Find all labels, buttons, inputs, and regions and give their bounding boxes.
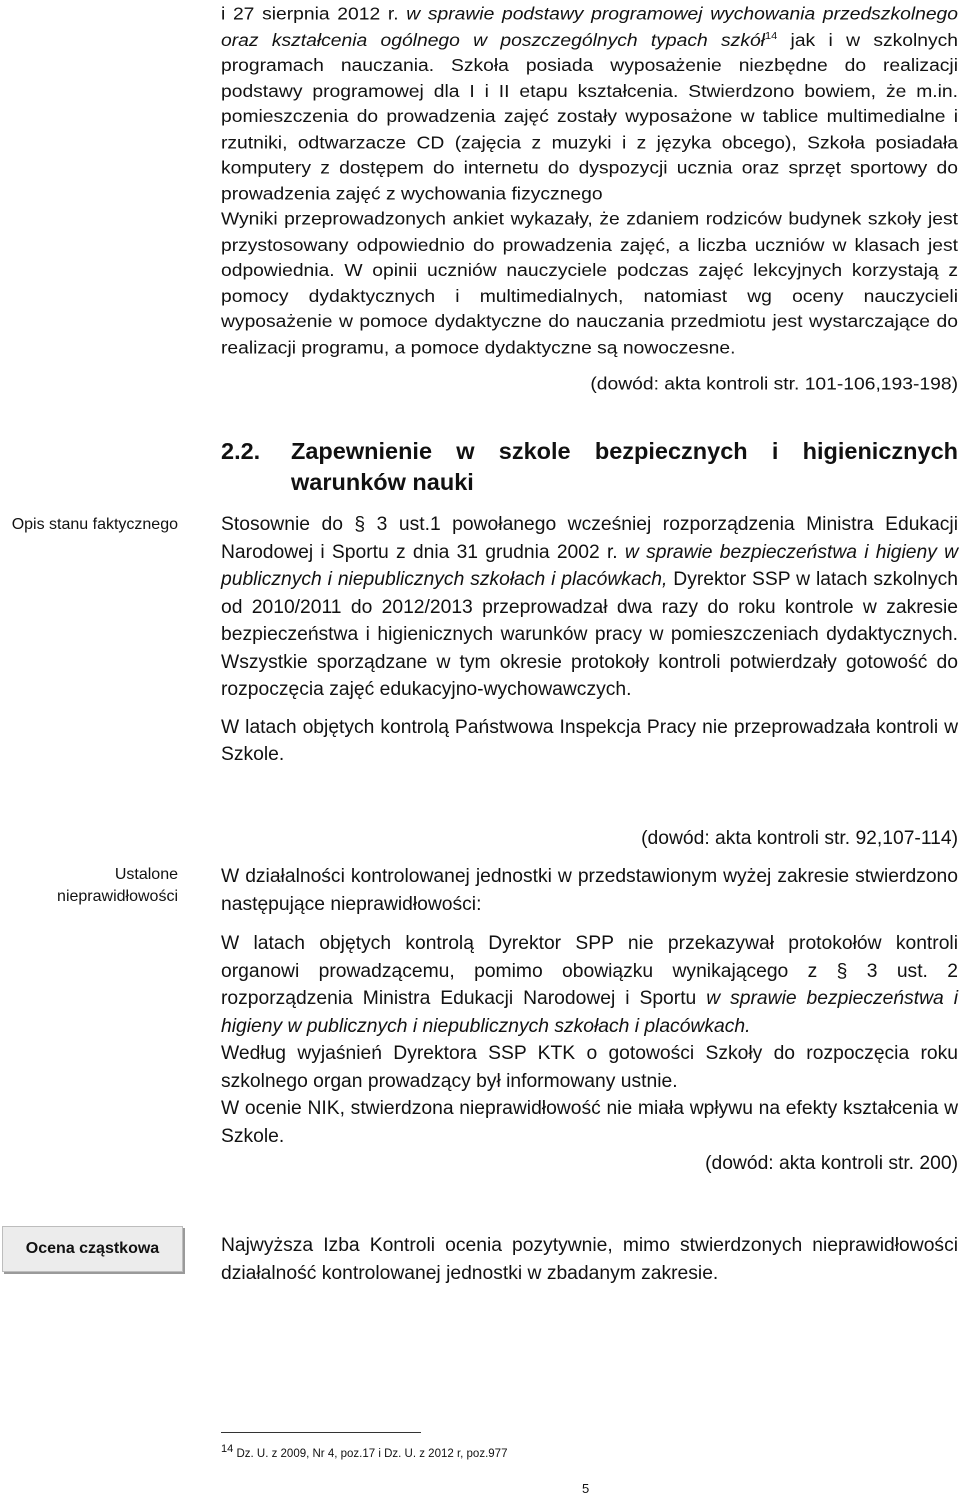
side-label-opis: Opis stanu faktycznego [11,516,178,533]
text-segment: Stosownie do § 3 ust.1 powołanego wcześniej rozporządzenia Ministra Edukacji Narodowej i Sportu z dnia 31 grudnia 2002 r. [221,514,958,563]
paragraph: Najwyższa Izba Kontroli ocenia pozytywnie, mimo stwierdzonych nieprawidłowości działalność kontrolowanej jednostki w zbadanym zakresie. [221,1235,958,1284]
footnote-number: 14 [221,1443,234,1456]
section-number: 2.2. [221,438,261,464]
text-segment: Dyrektor SSP w latach szkolnych od 2010/2011 do 2012/2013 przeprowadzał dwa razy do roku kontrole w zakresie bezpieczeństwa i higienicznych warunków pracy w pomieszczeniach dydaktycznych. Wszystkie sporządzane w tym okresie protokoły kontroli potwierdzały gotowość do rozpoczęcia zajęć edukacyjno-wychowawczych. [221,569,958,700]
text-segment: W latach objętych kontrolą Dyrektor SPP nie przekazywał protokołów kontroli organowi prowadzącemu, pomimo obowiązku wynikającego z § 3 ust. 2 rozporządzenia Ministra Edukacji Narodowej i Sportu [221,933,958,1009]
footnote-text: Dz. U. z 2009, Nr 4, poz.17 i Dz. U. z 2012 r, poz.977 [233,1448,508,1460]
evidence-reference: (dowód: akta kontroli str. 200) [705,1153,958,1174]
intro-text-block [221,2,958,398]
safety-text-block [221,511,958,769]
evidence-reference: (dowód: akta kontroli str. 101-106,193-198) [590,374,958,395]
section-title: Zapewnienie w szkole bezpiecznych i higienicznych warunków nauki [291,438,958,495]
paragraph: W latach objętych kontrolą Państwowa Inspekcja Pracy nie przeprowadzała kontroli w Szkole. [221,716,958,765]
paragraph: W działalności kontrolowanej jednostki w przedstawionym wyżej zakresie stwierdzono następujące nieprawidłowości: [221,866,958,915]
paragraph: Wyniki przeprowadzonych ankiet wykazały, że zdaniem rodziców budynek szkoły jest przystosowany odpowiednio do prowadzenia zajęć, a liczba uczniów w klasach jest odpowiednia. W opinii uczniów nauczyciele podczas zajęć lekcyjnych korzystają z pomocy dydaktycznych i multimedialnych, natomiast wg oceny nauczycieli wyposażenie w pomoce dydaktyczne do nauczania przedmiotu jest wystarczające do realizacji programu, a pomoce dydaktyczne są nowoczesne. [221,209,958,358]
regulation-title: w sprawie podstawy programowej wychowania przedszkolnego oraz kształcenia ogólnego w poszczególnych typach szkół [221,4,958,50]
footnote-ref: 14 [764,30,778,42]
footnote [221,1443,508,1462]
paragraph [221,2,958,207]
assessment-text-block [221,1232,958,1287]
paragraph: W ocenie NIK, stwierdzona nieprawidłowość nie miała wpływu na efekty kształcenia w Szkole. [221,1098,958,1147]
paragraph [221,511,958,704]
text-segment: jak i w szkolnych programach nauczania. Szkoła posiada wyposażenie niezbędne do realizacji podstawy programowej dla I i II etapu kształcenia. Stwierdzono bowiem, że m.in. pomieszczenia do prowadzenia zajęć zostały wyposażone w tablice multimedialne i rzutniki, odtwarzacze CD (zajęcia z muzyki i z języka obcego), Szkoła posiadała komputery z dostępem do internetu do dyspozycji ucznia oraz sprzęt sportowy do prowadzenia zajęć z wychowania fizycznego [221,30,958,204]
paragraph: Według wyjaśnień Dyrektora SSP KTK o gotowości Szkoły do rozpoczęcia roku szkolnego organ prowadzący był informowany ustnie. [221,1043,958,1092]
side-label-ocena: Ocena cząstkowa [2,1226,183,1272]
footnote-divider [221,1432,421,1433]
irregularities-text-block [221,863,958,1178]
regulation-title: w sprawie bezpieczeństwa i higieny w publicznych i niepublicznych szkołach i placówkach. [221,988,958,1037]
side-label-ustalone: Ustalone nieprawidłowości [57,866,178,905]
regulation-title: w sprawie bezpieczeństwa i higieny w publicznych i niepublicznych szkołach i placówkach, [221,541,958,590]
text-segment: i 27 sierpnia 2012 r. [221,4,407,25]
paragraph [221,930,958,1040]
evidence-reference: (dowód: akta kontroli str. 92,107-114) [641,828,958,849]
page-number: 5 [582,1481,590,1496]
